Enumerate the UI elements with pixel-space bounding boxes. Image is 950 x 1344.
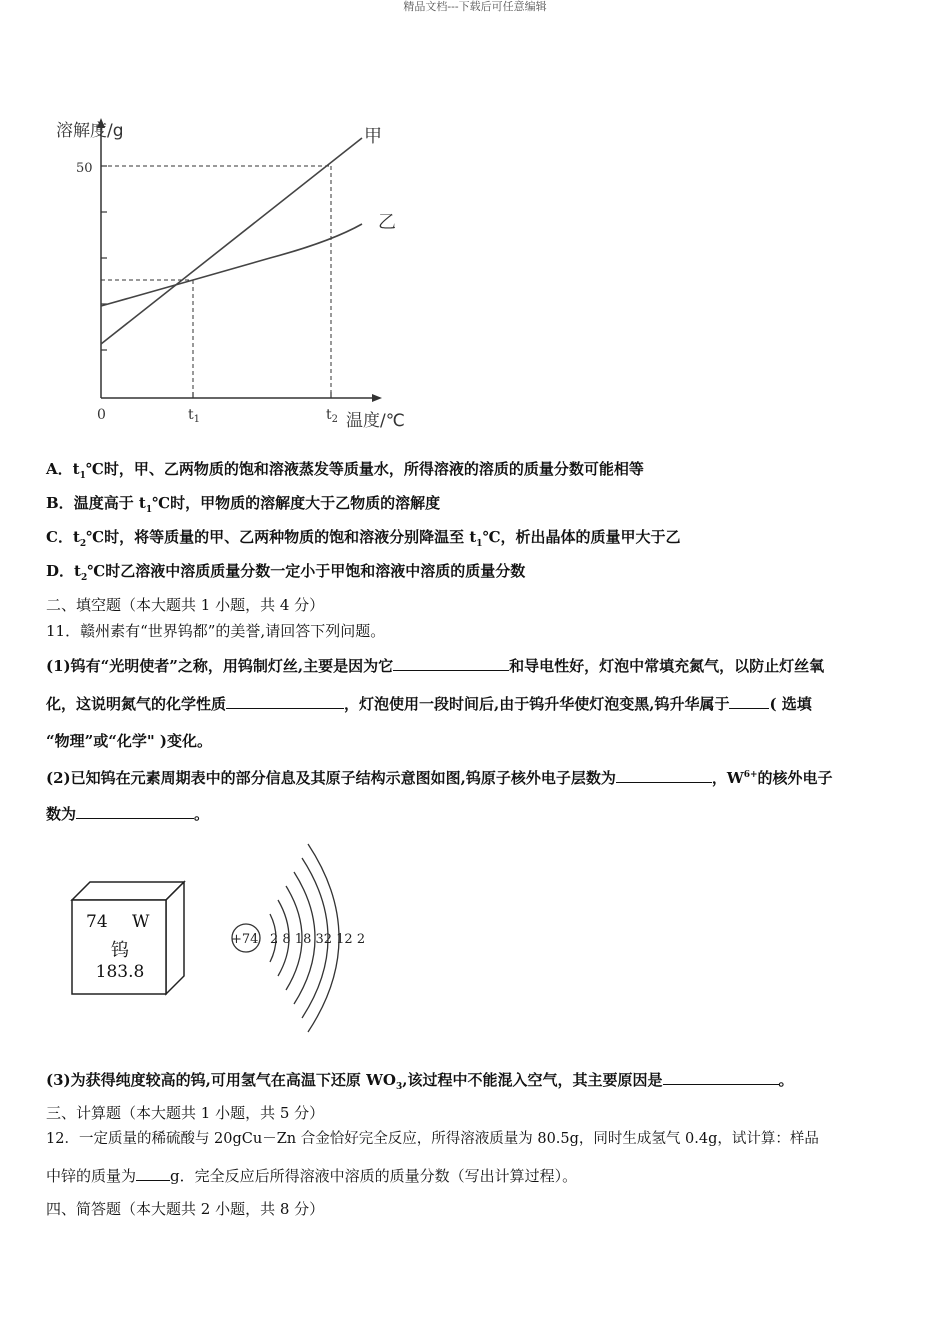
- answer-blank[interactable]: [616, 766, 712, 783]
- answer-blank[interactable]: [136, 1164, 170, 1181]
- question-11-part2-line1: (2)已知钨在元素周期表中的部分信息及其原子结构示意图如图,钨原子核外电子层数为 ，$W^{6+}$的核外电子: [46, 764, 833, 789]
- option-d: D．$t_2℃$时乙溶液中溶质质量分数一定小于甲饱和溶液中溶质的质量分数: [46, 562, 526, 583]
- series-jia-label: 甲: [364, 126, 382, 147]
- electron-counts: 2 8 18 32 12 2: [270, 932, 366, 947]
- question-11-part2-line2: 数为 。: [46, 802, 209, 825]
- x-tick-label-t2: $t_2$: [326, 407, 339, 425]
- nucleus-charge: +74: [231, 932, 259, 947]
- option-b: B．温度高于 $t_1℃$时，甲物质的溶解度大于乙物质的溶解度: [46, 494, 441, 515]
- y-axis-label: 溶解度/g: [56, 121, 124, 141]
- option-c: C．$t_2℃$时，将等质量的甲、乙两种物质的饱和溶液分别降温至 $t_1℃$，析出晶体的质量甲大于乙: [46, 528, 681, 549]
- answer-blank[interactable]: [76, 802, 194, 819]
- question-11-part3: (3)为获得纯度较高的钨,可用氢气在高温下还原 $WO_3$,该过程中不能混入空气，其主要原因是 。: [46, 1068, 794, 1098]
- option-a: A．$t_1℃$时，甲、乙两物质的饱和溶液蒸发等质量水，所得溶液的溶质的质量分数可能相等: [46, 460, 644, 481]
- section-2-title: 二、填空题（本大题共 1 小题，共 4 分）: [46, 596, 325, 614]
- atomic-mass: 183.8: [95, 962, 145, 982]
- y-tick-label-50: 50: [76, 161, 93, 176]
- page-header: 精品文档---下载后可任意编辑: [403, 0, 547, 13]
- element-name: 钨: [111, 940, 129, 961]
- x-tick-label-t1: $t_1$: [188, 407, 201, 425]
- answer-blank[interactable]: [393, 654, 509, 671]
- question-11-part1-line1: (1)钨有“光明使者”之称，用钨制灯丝,主要是因为它 和导电性好，灯泡中常填充氮气，以防止灯丝氧: [46, 654, 824, 677]
- element-symbol: W: [132, 912, 150, 932]
- answer-blank[interactable]: [226, 692, 344, 709]
- origin-label: 0: [97, 407, 106, 423]
- series-yi-line: [101, 224, 362, 306]
- x-axis-arrow: [372, 394, 382, 402]
- series-yi-label: 乙: [378, 212, 396, 233]
- atomic-number: 74: [86, 912, 108, 932]
- atom-structure-diagram: [220, 836, 370, 1040]
- x-axis-label: 温度/℃: [346, 411, 405, 431]
- section-3-title: 三、计算题（本大题共 1 小题，共 5 分）: [46, 1104, 325, 1122]
- answer-blank[interactable]: [729, 692, 769, 709]
- question-11-intro: 11．赣州素有“世界钨都”的美誉,请回答下列问题。: [46, 622, 386, 640]
- question-11-part1-line3: “物理”或“化学" )变化。: [46, 732, 213, 750]
- question-12-line2: 中锌的质量为 g．完全反应后所得溶液中溶质的质量分数（写出计算过程）。: [46, 1164, 577, 1187]
- periodic-cell: [72, 900, 166, 994]
- question-11-part1-line2: 化，这说明氮气的化学性质 ，灯泡使用一段时间后,由于钨升华使灯泡变黑,钨升华属于 ( 选填: [46, 692, 812, 715]
- section-4-title: 四、简答题（本大题共 2 小题，共 8 分）: [46, 1200, 325, 1218]
- solubility-chart: [40, 110, 440, 440]
- question-12-line1: 12．一定质量的稀硫酸与 20gCu－Zn 合金恰好完全反应，所得溶液质量为 80.5g，同时生成氢气 0.4g，试计算：样品: [46, 1131, 819, 1147]
- answer-blank[interactable]: [663, 1068, 779, 1085]
